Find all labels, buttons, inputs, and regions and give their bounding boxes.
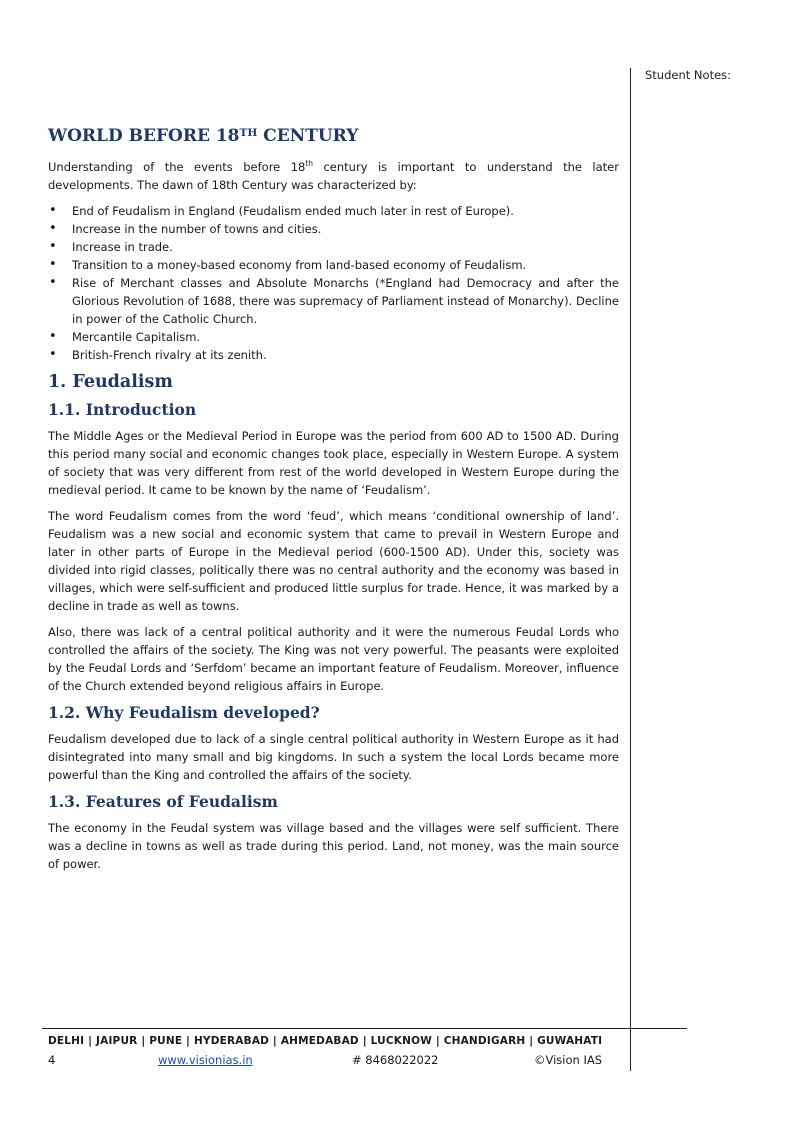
student-notes-label: Student Notes:	[645, 68, 732, 82]
intro-paragraph: Understanding of the events before 18th century is important to understand the later developments. The dawn of 18th Century was characterized by:	[48, 159, 619, 192]
list-item: • End of Feudalism in England (Feudalism ended much later in rest of Europe).	[48, 202, 619, 220]
title-superscript: TH	[239, 127, 258, 139]
phone-number: # 8468022022	[352, 1053, 439, 1067]
list-item: • Rise of Merchant classes and Absolute Monarchs (*England had Democracy and after the Glorious Revolution of 1688, there was supremacy of Parliament instead of Monarchy). Decline in power of the Catholic Church.	[48, 274, 619, 328]
page-number: 4	[48, 1053, 56, 1067]
paragraph: Feudalism developed due to lack of a single central political authority in Western Europe as it had disintegrated into many small and big kingdoms. In such a system the local Lords became more powerful than the King and controlled the affairs of the society.	[48, 732, 619, 782]
section-heading-feudalism: 1. Feudalism	[48, 372, 173, 392]
footer-cities: DELHI | JAIPUR | PUNE | HYDERABAD | AHMEDABAD | LUCKNOW | CHANDIGARH | GUWAHATI	[48, 1035, 603, 1047]
characteristics-list	[48, 202, 619, 364]
subsection-heading-why-developed: 1.2. Why Feudalism developed?	[48, 703, 320, 722]
list-item: • Increase in the number of towns and cities.	[48, 220, 619, 238]
list-item: • British-French rivalry at its zenith.	[48, 346, 619, 364]
title-main: WORLD BEFORE 18	[48, 126, 240, 146]
paragraph: The word Feudalism comes from the word ‘feud’, which means ‘conditional ownership of land’. Feudalism was a new social and economic system that came to prevail in Western Europe and later in other parts of Europe in the Medieval period (600-1500 AD). Under this, society was divided into rigid classes, politically there was no central authority and the economy was based in villages, which were self-sufficient and produced little surplus for trade. Hence, it was marked by a decline in trade as well as towns.	[48, 509, 619, 613]
list-item: • Mercantile Capitalism.	[48, 328, 619, 346]
page-title	[48, 126, 619, 146]
list-item: • Increase in trade.	[48, 238, 619, 256]
list-item: • Transition to a money-based economy from land-based economy of Feudalism.	[48, 256, 619, 274]
page-content	[48, 126, 619, 881]
copyright: ©Vision IAS	[534, 1053, 603, 1067]
paragraph: The Middle Ages or the Medieval Period in Europe was the period from 600 AD to 1500 AD. During this period many social and economic changes took place, especially in Western Europe. A system of society that was very different from rest of the world developed in Western Europe during the medieval period. It came to be known by the name of ‘Feudalism’.	[48, 429, 619, 497]
subsection-heading-features: 1.3. Features of Feudalism	[48, 792, 278, 811]
notes-column-divider	[630, 68, 631, 1071]
paragraph: The economy in the Feudal system was village based and the villages were self sufficient. There was a decline in towns as well as trade during this period. Land, not money, was the main source of power.	[48, 821, 619, 871]
website-link[interactable]: www.visionias.in	[158, 1053, 253, 1067]
footer-divider	[42, 1028, 687, 1029]
paragraph: Also, there was lack of a central political authority and it were the numerous Feudal Lords who controlled the affairs of the society. The King was not very powerful. The peasants were exploited by the Feudal Lords and ‘Serfdom’ became an important feature of Feudalism. Moreover, influence of the Church extended beyond religious affairs in Europe.	[48, 625, 619, 693]
title-rest: CENTURY	[257, 126, 359, 146]
subsection-heading-introduction: 1.1. Introduction	[48, 400, 197, 419]
